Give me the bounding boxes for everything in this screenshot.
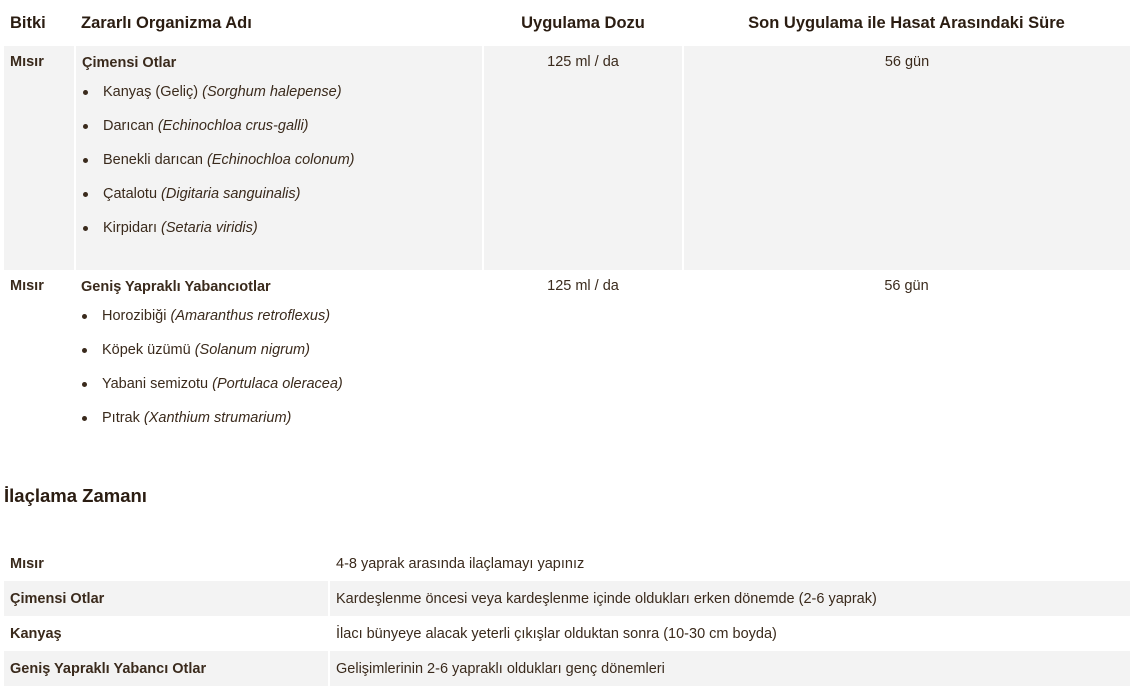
organism-name: Köpek üzümü (102, 342, 191, 358)
organism-latin-name: (Echinochloa colonum) (206, 152, 355, 168)
list-item (82, 78, 482, 112)
header-plant: Bitki (10, 13, 46, 32)
timing-value: Gelişimlerinin 2-6 yapraklı oldukları genç dönemleri (329, 651, 1130, 686)
list-item (82, 214, 482, 248)
organism-latin-name: (Xanthium strumarium) (143, 410, 292, 426)
organism-latin-name: (Solanum nigrum) (194, 342, 310, 358)
bullet-icon (83, 124, 88, 129)
organism-list (82, 78, 482, 248)
table-row (4, 546, 1130, 581)
bullet-icon (82, 314, 87, 319)
list-item (81, 302, 483, 336)
timing-key: Çimensi Otlar (4, 581, 329, 616)
list-item (82, 180, 482, 214)
timing-table (4, 546, 1130, 686)
header-organism: Zararlı Organizma Adı (81, 13, 252, 32)
list-item (82, 146, 482, 180)
bullet-icon (83, 158, 88, 163)
timing-key: Geniş Yapraklı Yabancı Otlar (4, 651, 329, 686)
organism-cell (75, 270, 483, 463)
organism-latin-name: (Echinochloa crus-galli) (157, 118, 309, 134)
dose-cell: 125 ml / da (483, 270, 683, 463)
table-row (4, 270, 1130, 463)
bullet-icon (82, 348, 87, 353)
table-row (4, 581, 1130, 616)
dose-cell: 125 ml / da (483, 46, 683, 270)
interval-cell: 56 gün (683, 46, 1130, 270)
table-row (4, 46, 1130, 270)
timing-value: İlacı bünyeye alacak yeterli çıkışlar olduktan sonra (10-30 cm boyda) (336, 625, 777, 642)
timing-key: Mısır (4, 546, 329, 581)
table-row (4, 616, 1130, 651)
plant-cell: Mısır (4, 270, 75, 463)
bullet-icon (83, 192, 88, 197)
organism-name: Yabani semizotu (102, 376, 209, 392)
application-table (4, 0, 1130, 463)
organism-list (81, 302, 483, 438)
organism-group-title: Çimensi Otlar (82, 55, 177, 71)
bullet-icon (83, 90, 88, 95)
list-item (82, 112, 482, 146)
organism-name: Kirpidarı (103, 220, 157, 236)
list-item (81, 370, 483, 404)
section-title: İlaçlama Zamanı (4, 485, 147, 506)
organism-latin-name: (Sorghum halepense) (202, 84, 342, 100)
timing-value: Kardeşlenme öncesi veya kardeşlenme içinde oldukları erken dönemde (2-6 yaprak) (329, 581, 1130, 616)
organism-latin-name: (Amaranthus retroflexus) (170, 308, 331, 324)
list-item (81, 404, 483, 438)
organism-name: Kanyaş (Geliç) (103, 84, 199, 100)
bullet-icon (82, 382, 87, 387)
timing-key: Kanyaş (4, 616, 329, 651)
table-header-row (4, 0, 1130, 46)
table-row (4, 651, 1130, 686)
organism-name: Benekli darıcan (103, 152, 203, 168)
organism-name: Horozibiği (102, 308, 167, 324)
organism-name: Darıcan (103, 118, 154, 134)
organism-group-title: Geniş Yapraklı Yabancıotlar (81, 279, 271, 295)
organism-cell (75, 46, 483, 270)
timing-value: 4-8 yaprak arasında ilaçlamayı yapınız (336, 555, 585, 572)
bullet-icon (83, 226, 88, 231)
interval-cell: 56 gün (683, 270, 1130, 463)
organism-name: Pıtrak (102, 410, 140, 426)
list-item (81, 336, 483, 370)
header-interval: Son Uygulama ile Hasat Arasındaki Süre (748, 13, 1065, 32)
organism-latin-name: (Setaria viridis) (161, 220, 258, 236)
organism-name: Çatalotu (103, 186, 158, 202)
bullet-icon (82, 416, 87, 421)
header-dose: Uygulama Dozu (521, 13, 645, 32)
organism-latin-name: (Portulaca oleracea) (212, 376, 343, 392)
plant-cell: Mısır (4, 46, 75, 270)
organism-latin-name: (Digitaria sanguinalis) (161, 186, 301, 202)
